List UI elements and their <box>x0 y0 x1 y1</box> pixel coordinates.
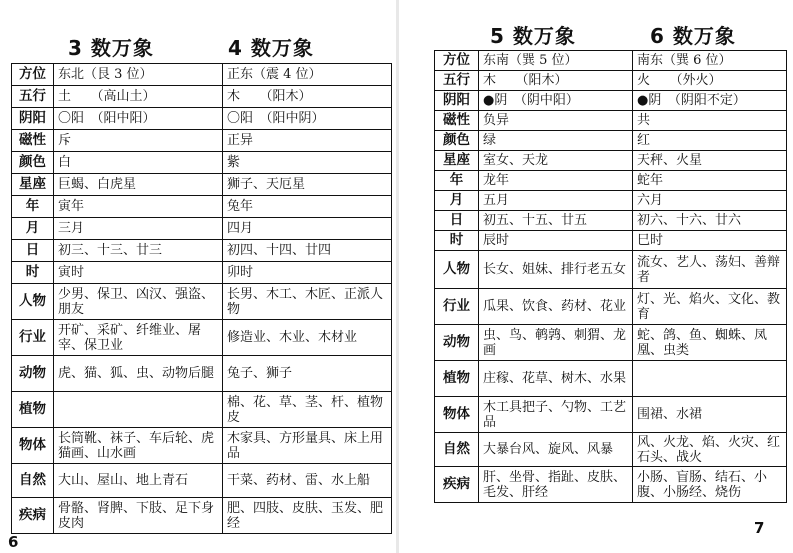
cell-col-b: 紫 <box>223 152 392 174</box>
cell-col-b: 兔子、狮子 <box>223 356 392 392</box>
cell-col-b: 卯时 <box>223 262 392 284</box>
cell-col-b: 火 （外火） <box>633 71 787 91</box>
cell-col-b: 初四、十四、廿四 <box>223 240 392 262</box>
table-row <box>12 320 392 356</box>
table-row <box>12 196 392 218</box>
row-label: 行业 <box>435 289 479 325</box>
cell-col-b: 木 （阳木） <box>223 86 392 108</box>
cell-col-a: 白 <box>54 152 223 174</box>
cell-col-a: 庄稼、花草、树木、水果 <box>479 361 633 397</box>
row-label: 方位 <box>12 64 54 86</box>
table-row <box>12 262 392 284</box>
right-page <box>398 0 793 553</box>
cell-col-b: 流女、艺人、荡妇、善辩者 <box>633 251 787 289</box>
cell-col-b: 长男、木工、木匠、正派人物 <box>223 284 392 320</box>
cell-col-a: 初三、十三、廿三 <box>54 240 223 262</box>
cell-col-a: 虎、猫、狐、虫、动物后腿 <box>54 356 223 392</box>
table-row <box>12 240 392 262</box>
cell-col-b: 修造业、木业、木材业 <box>223 320 392 356</box>
row-label: 时 <box>435 231 479 251</box>
table-row <box>12 218 392 240</box>
row-label: 人物 <box>435 251 479 289</box>
cell-col-a: 东南（巽 5 位） <box>479 51 633 71</box>
table-row <box>435 191 787 211</box>
cell-col-a: ●阴 （阴中阳） <box>479 91 633 111</box>
cell-col-b: 风、火龙、焰、火灾、红石头、战火 <box>633 433 787 467</box>
row-label: 疾病 <box>435 467 479 503</box>
row-label: 人物 <box>12 284 54 320</box>
heading-4: 4 数万象 <box>228 36 314 60</box>
cell-col-b: ●阴 （阴阳不定） <box>633 91 787 111</box>
cell-col-a: 龙年 <box>479 171 633 191</box>
cell-col-a: 东北（艮 3 位） <box>54 64 223 86</box>
table-row <box>12 356 392 392</box>
table-row <box>435 231 787 251</box>
cell-col-a: 木工具把子、勺物、工艺品 <box>479 397 633 433</box>
table-row <box>12 86 392 108</box>
cell-col-b: 正东（震 4 位） <box>223 64 392 86</box>
table-row <box>435 91 787 111</box>
row-label: 月 <box>12 218 54 240</box>
table-row <box>12 428 392 464</box>
cell-col-a: 大暴台风、旋风、风暴 <box>479 433 633 467</box>
row-label: 颜色 <box>435 131 479 151</box>
cell-col-a: 土 （高山土） <box>54 86 223 108</box>
cell-col-a: 负异 <box>479 111 633 131</box>
heading-6: 6 数万象 <box>650 24 736 48</box>
cell-col-b: 小肠、盲肠、结石、小腹、小肠经、烧伤 <box>633 467 787 503</box>
cell-col-b: 干菜、药材、雷、水上船 <box>223 464 392 498</box>
row-label: 五行 <box>12 86 54 108</box>
row-label: 磁性 <box>12 130 54 152</box>
row-label: 植物 <box>12 392 54 428</box>
cell-col-b: 红 <box>633 131 787 151</box>
row-label: 日 <box>435 211 479 231</box>
cell-col-b: 〇阳 （阳中阴） <box>223 108 392 130</box>
cell-col-a: 寅年 <box>54 196 223 218</box>
cell-col-b: 木家具、方形量具、床上用品 <box>223 428 392 464</box>
row-label: 阴阳 <box>435 91 479 111</box>
table-right <box>434 50 787 503</box>
table-row <box>12 174 392 196</box>
table-row <box>12 284 392 320</box>
cell-col-a: 长女、姐妹、排行老五女 <box>479 251 633 289</box>
row-label: 阴阳 <box>12 108 54 130</box>
cell-col-a: 辰时 <box>479 231 633 251</box>
table-row <box>435 151 787 171</box>
table-row <box>435 51 787 71</box>
row-label: 动物 <box>435 325 479 361</box>
row-label: 星座 <box>12 174 54 196</box>
row-label: 时 <box>12 262 54 284</box>
cell-col-a: 初五、十五、廿五 <box>479 211 633 231</box>
cell-col-a: 虫、鸟、鹌鹑、刺猬、龙画 <box>479 325 633 361</box>
cell-col-b: 南东（巽 6 位） <box>633 51 787 71</box>
cell-col-b <box>633 361 787 397</box>
table-row <box>435 289 787 325</box>
row-label: 疾病 <box>12 498 54 534</box>
cell-col-a: 室女、天龙 <box>479 151 633 171</box>
cell-col-a: 大山、屋山、地上青石 <box>54 464 223 498</box>
table-row <box>435 131 787 151</box>
cell-col-b: 六月 <box>633 191 787 211</box>
table-row <box>435 433 787 467</box>
cell-col-a: 少男、保卫、凶汉、强盗、朋友 <box>54 284 223 320</box>
table-row <box>435 111 787 131</box>
table-row <box>435 361 787 397</box>
cell-col-b: 围裙、水裙 <box>633 397 787 433</box>
row-label: 月 <box>435 191 479 211</box>
row-label: 自然 <box>435 433 479 467</box>
row-label: 自然 <box>12 464 54 498</box>
row-label: 日 <box>12 240 54 262</box>
cell-col-a: 长筒靴、袜子、车后轮、虎猫画、山水画 <box>54 428 223 464</box>
cell-col-b: 灯、光、焰火、文化、教育 <box>633 289 787 325</box>
row-label: 物体 <box>12 428 54 464</box>
heading-3: 3 数万象 <box>68 36 154 60</box>
table-row <box>12 464 392 498</box>
cell-col-b: 兔年 <box>223 196 392 218</box>
table-row <box>12 108 392 130</box>
row-label: 行业 <box>12 320 54 356</box>
cell-col-a: 斥 <box>54 130 223 152</box>
row-label: 年 <box>435 171 479 191</box>
table-left <box>11 63 392 534</box>
table-row <box>435 251 787 289</box>
cell-col-b: 四月 <box>223 218 392 240</box>
row-label: 植物 <box>435 361 479 397</box>
heading-5: 5 数万象 <box>490 24 576 48</box>
row-label: 方位 <box>435 51 479 71</box>
page-number: 6 <box>8 533 19 551</box>
row-label: 星座 <box>435 151 479 171</box>
cell-col-b: 共 <box>633 111 787 131</box>
cell-col-b: 正异 <box>223 130 392 152</box>
row-label: 颜色 <box>12 152 54 174</box>
table-row <box>12 392 392 428</box>
cell-col-b: 巳时 <box>633 231 787 251</box>
cell-col-b: 蛇、鸽、鱼、蜘蛛、凤凰、虫类 <box>633 325 787 361</box>
cell-col-a: 巨蝎、白虎星 <box>54 174 223 196</box>
row-label: 物体 <box>435 397 479 433</box>
cell-col-a <box>54 392 223 428</box>
row-label: 年 <box>12 196 54 218</box>
table-row <box>435 171 787 191</box>
cell-col-b: 棉、花、草、茎、杆、植物皮 <box>223 392 392 428</box>
cell-col-a: 三月 <box>54 218 223 240</box>
cell-col-a: 绿 <box>479 131 633 151</box>
table-row <box>435 325 787 361</box>
table-row <box>435 467 787 503</box>
cell-col-a: 寅时 <box>54 262 223 284</box>
table-row <box>12 498 392 534</box>
cell-col-a: 五月 <box>479 191 633 211</box>
cell-col-b: 肥、四肢、皮肤、玉发、肥经 <box>223 498 392 534</box>
row-label: 动物 <box>12 356 54 392</box>
table-row <box>12 152 392 174</box>
row-label: 磁性 <box>435 111 479 131</box>
cell-col-a: 〇阳 （阳中阳） <box>54 108 223 130</box>
cell-col-a: 开矿、采矿、纤维业、屠宰、保卫业 <box>54 320 223 356</box>
cell-col-b: 狮子、天厄星 <box>223 174 392 196</box>
table-row <box>12 130 392 152</box>
cell-col-a: 肝、坐骨、指趾、皮肤、毛发、肝经 <box>479 467 633 503</box>
table-row <box>435 71 787 91</box>
cell-col-a: 木 （阳木） <box>479 71 633 91</box>
cell-col-b: 初六、十六、廿六 <box>633 211 787 231</box>
table-row <box>435 397 787 433</box>
table-row <box>435 211 787 231</box>
cell-col-a: 瓜果、饮食、药材、花业 <box>479 289 633 325</box>
cell-col-b: 天秤、火星 <box>633 151 787 171</box>
page-number: 7 <box>754 519 765 537</box>
cell-col-b: 蛇年 <box>633 171 787 191</box>
row-label: 五行 <box>435 71 479 91</box>
cell-col-a: 骨骼、肾脾、下肢、足下身皮肉 <box>54 498 223 534</box>
table-row <box>12 64 392 86</box>
